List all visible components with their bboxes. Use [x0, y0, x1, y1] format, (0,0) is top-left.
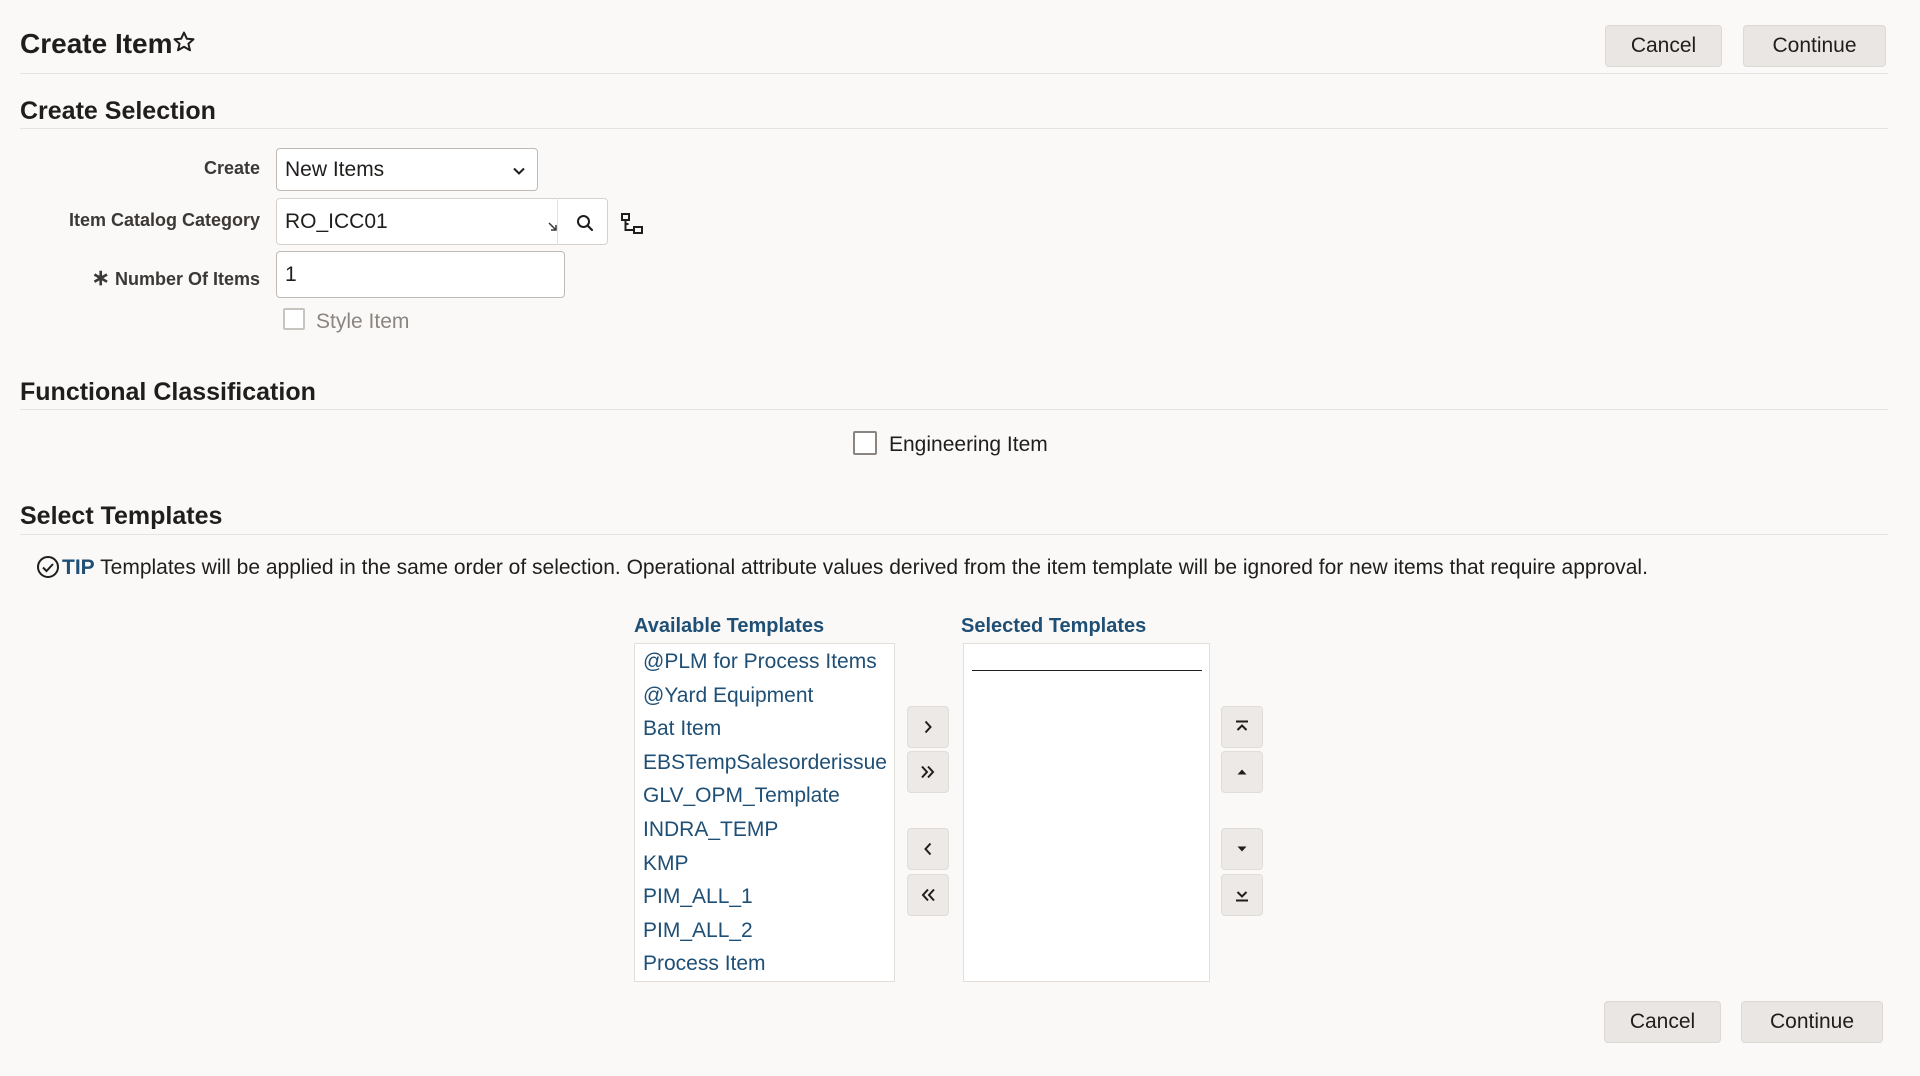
move-bottom-icon	[1234, 887, 1250, 903]
create-label: Create	[203, 158, 260, 178]
catalog-input[interactable]	[276, 198, 608, 245]
caret-down-icon	[1234, 841, 1250, 857]
section-divider	[20, 534, 1888, 535]
move-to-top-button[interactable]	[1221, 706, 1263, 748]
move-to-bottom-button[interactable]	[1221, 874, 1263, 916]
section-divider	[20, 128, 1888, 129]
engineering-item-label: Engineering Item	[889, 433, 1048, 456]
available-templates-header: Available Templates	[634, 615, 825, 637]
catalog-label: Item Catalog Category	[68, 210, 260, 230]
required-asterisk: ∗	[91, 265, 110, 290]
move-up-button[interactable]	[1221, 751, 1263, 793]
selected-templates-header: Selected Templates	[961, 615, 1147, 637]
available-templates-list[interactable]	[634, 643, 895, 982]
chevron-right-icon	[920, 719, 936, 735]
number-of-items-text: Number Of Items	[114, 269, 260, 289]
page-title: Create Item	[20, 28, 173, 59]
style-item-label: Style Item	[316, 310, 410, 333]
tip-text: Templates will be applied in the same order of selection. Operational attribute values derived from the item template will be ignored for new items that require approval.	[100, 556, 1648, 579]
create-select[interactable]	[276, 148, 538, 191]
section-title-functional-classification: Functional Classification	[20, 378, 316, 406]
tip-label: TIP	[62, 556, 95, 579]
move-left-button[interactable]	[907, 828, 949, 870]
catalog-input-value: RO_ICC01	[285, 209, 388, 233]
hierarchy-browse-icon[interactable]	[620, 212, 644, 236]
move-all-left-button[interactable]	[907, 874, 949, 916]
list-item[interactable]: @Yard Equipment	[643, 684, 814, 707]
continue-button[interactable]: Continue	[1743, 25, 1886, 67]
move-top-icon	[1234, 719, 1250, 735]
section-title-select-templates: Select Templates	[20, 502, 223, 530]
list-item[interactable]: PIM_ALL_2	[643, 919, 753, 942]
double-chevron-left-icon	[919, 887, 937, 903]
number-of-items-value: 1	[285, 262, 297, 286]
list-item[interactable]: Process Item	[643, 952, 766, 975]
caret-up-icon	[1234, 764, 1250, 780]
section-title-create-selection: Create Selection	[20, 97, 216, 125]
engineering-item-checkbox[interactable]	[853, 431, 877, 455]
list-item[interactable]: Bat Item	[643, 717, 722, 740]
search-icon[interactable]	[575, 213, 595, 233]
tip-row	[62, 556, 1648, 580]
style-item-checkbox[interactable]	[283, 308, 305, 330]
chevron-down-icon	[511, 163, 527, 179]
move-down-button[interactable]	[1221, 828, 1263, 870]
star-icon[interactable]	[172, 30, 196, 54]
footer-cancel-button[interactable]: Cancel	[1604, 1001, 1721, 1043]
footer-continue-button[interactable]: Continue	[1741, 1001, 1883, 1043]
list-item[interactable]: EBSTempSalesorderissue	[643, 751, 887, 774]
list-item[interactable]: @PLM for Process Items	[643, 650, 877, 673]
section-divider	[20, 409, 1888, 410]
number-of-items-label	[60, 265, 260, 291]
cancel-button[interactable]: Cancel	[1605, 25, 1722, 67]
list-item[interactable]: KMP	[643, 852, 689, 875]
list-item[interactable]: PIM_ALL_1	[643, 885, 753, 908]
empty-selection-line	[972, 670, 1202, 671]
header-divider	[20, 73, 1888, 74]
number-of-items-input[interactable]	[276, 251, 565, 298]
list-item[interactable]: INDRA_TEMP	[643, 818, 779, 841]
double-chevron-right-icon	[919, 764, 937, 780]
create-select-value: New Items	[285, 157, 385, 181]
list-item[interactable]: GLV_OPM_Template	[643, 784, 840, 807]
check-circle-icon	[36, 555, 60, 579]
move-right-button[interactable]	[907, 706, 949, 748]
chevron-left-icon	[920, 841, 936, 857]
selected-templates-list[interactable]	[963, 643, 1210, 982]
move-all-right-button[interactable]	[907, 751, 949, 793]
